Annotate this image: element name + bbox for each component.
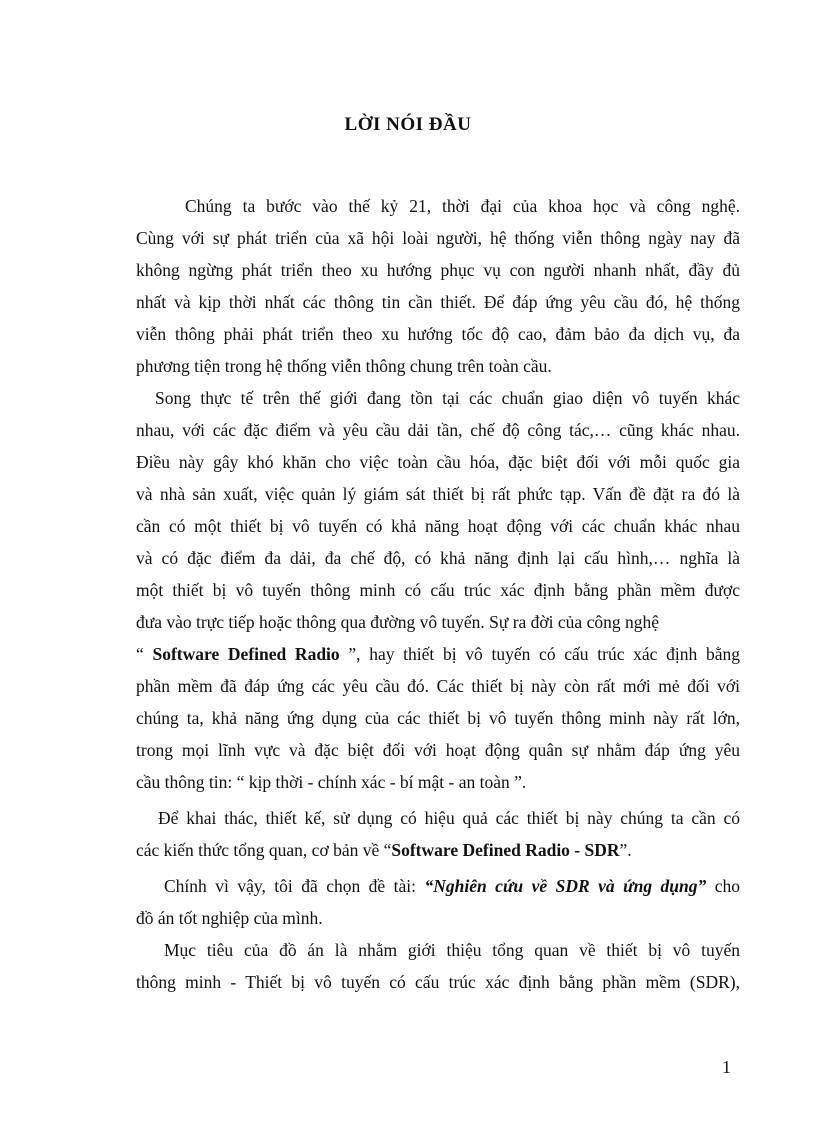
paragraph-line: Điều này gây khó khăn cho việc toàn cầu hóa, đặc biệt đối với mỗi quốc gia	[136, 452, 740, 472]
line-text: ”.	[619, 840, 632, 860]
paragraph-line: Để khai thác, thiết kế, sử dụng có hiệu quả các thiết bị này chúng ta cần có	[158, 808, 740, 828]
line-text: cho	[706, 876, 740, 896]
paragraph-line: đưa vào trực tiếp hoặc thông qua đường vô tuyến. Sự ra đời của công nghệ	[136, 612, 659, 632]
paragraph-line: một thiết bị vô tuyến thông minh có cấu trúc xác định bằng phần mềm được	[136, 580, 740, 600]
paragraph-line: chúng ta, khả năng ứng dụng của các thiết bị vô tuyến thông minh này rất lớn,	[136, 708, 740, 728]
paragraph-line	[164, 874, 740, 898]
paragraph-line: Cùng với sự phát triển của xã hội loài người, hệ thống viễn thông ngày nay đã	[136, 228, 740, 248]
page-number: 1	[722, 1057, 731, 1077]
sdr-term: Software Defined Radio	[152, 644, 340, 664]
paragraph-line: nhất và kịp thời nhất các thông tin cần thiết. Để đáp ứng yêu cầu đó, hệ thống	[136, 292, 740, 312]
paragraph-line: phương tiện trong hệ thống viễn thông chung trên toàn cầu.	[136, 356, 552, 376]
paragraph-line: trong mọi lĩnh vực và đặc biệt đối với hoạt động quân sự nhằm đáp ứng yêu	[136, 740, 740, 760]
page-title: LỜI NÓI ĐẦU	[344, 114, 472, 135]
line-text: các kiến thức tổng quan, cơ bản về “	[136, 840, 392, 860]
paragraph-line: thông minh - Thiết bị vô tuyến có cấu trúc xác định bằng phần mềm (SDR),	[136, 972, 740, 992]
paragraph-line: không ngừng phát triển theo xu hướng phục vụ con người nhanh nhất, đầy đủ	[136, 260, 740, 280]
line-text: Chính vì vậy, tôi đã chọn đề tài:	[164, 876, 425, 896]
sdr-term: Software Defined Radio - SDR	[391, 840, 620, 860]
paragraph-line	[136, 642, 740, 666]
paragraph-line: Chúng ta bước vào thế kỷ 21, thời đại của khoa học và công nghệ.	[185, 196, 740, 216]
paragraph-line: Song thực tế trên thế giới đang tồn tại các chuẩn giao diện vô tuyến khác	[155, 388, 740, 408]
paragraph-line: và nhà sản xuất, việc quản lý giám sát thiết bị rất phức tạp. Vấn đề đặt ra đó là	[136, 484, 740, 504]
paragraph-line: cầu thông tin: “ kịp thời - chính xác - bí mật - an toàn ”.	[136, 772, 527, 792]
paragraph-line	[136, 838, 740, 862]
thesis-topic: “Nghiên cứu về SDR và ứng dụng”	[424, 876, 707, 896]
paragraph-line: nhau, với các đặc điểm và yêu cầu dải tần, chế độ công tác,… cũng khác nhau.	[136, 420, 740, 440]
paragraph-line: viễn thông phải phát triển theo xu hướng tốc độ cao, đảm bảo đa dịch vụ, đa	[136, 324, 740, 344]
quote-open: “	[136, 644, 153, 664]
paragraph-line: phần mềm đã đáp ứng các yêu cầu đó. Các thiết bị này còn rất mới mẻ đối với	[136, 676, 740, 696]
paragraph-line: cần có một thiết bị vô tuyến có khả năng hoạt động với các chuẩn khác nhau	[136, 516, 740, 536]
paragraph-line: Mục tiêu của đồ án là nhằm giới thiệu tổng quan về thiết bị vô tuyến	[164, 940, 740, 960]
paragraph-line: và có đặc điểm đa dải, đa chế độ, có khả năng định lại cấu hình,… nghĩa là	[136, 548, 740, 568]
line-text: ”, hay thiết bị vô tuyến có cấu trúc xác định bằng	[339, 644, 740, 664]
paragraph-line: đồ án tốt nghiệp của mình.	[136, 908, 323, 928]
